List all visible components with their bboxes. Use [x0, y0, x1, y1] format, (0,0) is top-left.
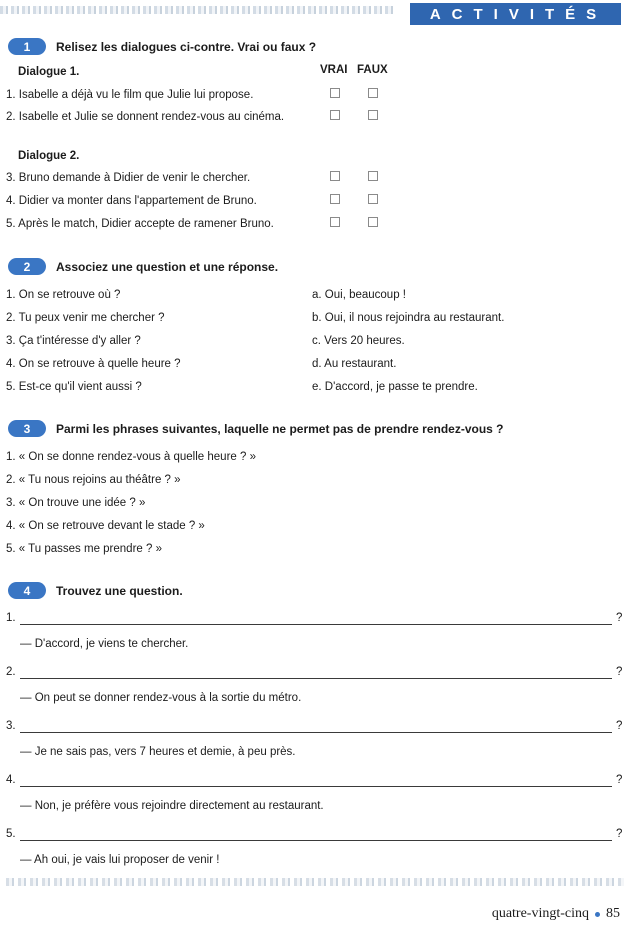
faux-column-header: FAUX	[357, 64, 388, 76]
section-4-title: Trouvez une question.	[56, 583, 183, 598]
s2-answer-text: Oui, beaucoup !	[324, 289, 406, 301]
s4-question-mark-2: ?	[616, 666, 623, 678]
vrai-column-header: VRAI	[320, 64, 348, 76]
s1-item-4: 4. Didier va monter dans l'appartement de Bruno.	[6, 195, 257, 207]
s1-item-4-vrai-checkbox[interactable]	[330, 194, 340, 204]
s2-answer-letter: a.	[312, 289, 322, 301]
s2-answer-letter: c.	[312, 335, 321, 347]
s3-item-2: 2. « Tu nous rejoins au théâtre ? »	[6, 474, 181, 486]
s1-item-2-vrai-checkbox[interactable]	[330, 110, 340, 120]
s1-item-1-faux-checkbox[interactable]	[368, 88, 378, 98]
s2-question-5: 5. Est-ce qu'il vient aussi ?	[6, 381, 142, 393]
s2-answer-text: D'accord, je passe te prendre.	[324, 381, 478, 393]
decorative-top-band	[0, 6, 395, 14]
s2-question-3: 3. Ça t'intéresse d'y aller ?	[6, 335, 141, 347]
section-2-header	[8, 258, 278, 275]
section-1-title: Relisez les dialogues ci-contre. Vrai ou faux ?	[56, 39, 317, 54]
s4-number-4: 4.	[6, 774, 16, 786]
s2-answer-text: Vers 20 heures.	[324, 335, 405, 347]
s4-number-3: 3.	[6, 720, 16, 732]
s2-answer-a	[312, 289, 406, 301]
s4-answer-line-4[interactable]	[20, 786, 612, 787]
page-number: 85	[606, 906, 620, 921]
s1-item-3: 3. Bruno demande à Didier de venir le chercher.	[6, 172, 251, 184]
s1-item-3-vrai-checkbox[interactable]	[330, 171, 340, 181]
s2-question-1: 1. On se retrouve où ?	[6, 289, 121, 301]
dialogue-1-label: Dialogue 1.	[18, 66, 80, 78]
s3-item-1: 1. « On se donne rendez-vous à quelle heure ? »	[6, 451, 256, 463]
section-3-title: Parmi les phrases suivantes, laquelle ne permet pas de prendre rendez-vous ?	[56, 421, 504, 436]
s1-item-1: 1. Isabelle a déjà vu le film que Julie lui propose.	[6, 89, 254, 101]
s2-answer-e	[312, 381, 478, 393]
s3-item-5: 5. « Tu passes me prendre ? »	[6, 543, 162, 555]
s1-item-1-vrai-checkbox[interactable]	[330, 88, 340, 98]
s2-answer-text: Au restaurant.	[324, 358, 397, 370]
s4-answer-2: — On peut se donner rendez-vous à la sortie du métro.	[20, 692, 302, 704]
section-2-title: Associez une question et une réponse.	[56, 259, 279, 274]
s1-item-5: 5. Après le match, Didier accepte de ramener Bruno.	[6, 218, 274, 230]
s1-item-5-vrai-checkbox[interactable]	[330, 217, 340, 227]
decorative-bottom-band	[6, 878, 624, 886]
page-footer	[492, 906, 620, 922]
s1-item-3-faux-checkbox[interactable]	[368, 171, 378, 181]
page-number-words: quatre-vingt-cinq	[491, 906, 589, 921]
s4-answer-line-3[interactable]	[20, 732, 612, 733]
s2-answer-d	[312, 358, 396, 370]
dialogue-2-label: Dialogue 2.	[18, 150, 80, 162]
section-4-header	[8, 582, 183, 599]
s4-answer-line-1[interactable]	[20, 624, 612, 625]
s2-question-2: 2. Tu peux venir me chercher ?	[6, 312, 165, 324]
s2-answer-b	[312, 312, 504, 324]
section-2-badge: 2	[8, 258, 46, 275]
s1-item-2: 2. Isabelle et Julie se donnent rendez-vous au cinéma.	[6, 111, 285, 123]
s4-number-5: 5.	[6, 828, 16, 840]
s2-question-4: 4. On se retrouve à quelle heure ?	[6, 358, 181, 370]
s4-number-1: 1.	[6, 612, 16, 624]
activites-banner: ACTIVITÉS	[410, 3, 621, 25]
section-4-badge: 4	[8, 582, 46, 599]
s4-answer-1: — D'accord, je viens te chercher.	[20, 638, 189, 650]
s2-answer-letter: b.	[312, 312, 322, 324]
s1-item-5-faux-checkbox[interactable]	[368, 217, 378, 227]
s4-question-mark-4: ?	[616, 774, 623, 786]
s2-answer-letter: e.	[312, 381, 322, 393]
s3-item-3: 3. « On trouve une idée ? »	[6, 497, 146, 509]
s3-item-4: 4. « On se retrouve devant le stade ? »	[6, 520, 205, 532]
section-1-badge: 1	[8, 38, 46, 55]
s4-answer-4: — Non, je préfère vous rejoindre directement au restaurant.	[20, 800, 324, 812]
section-1-header	[8, 38, 316, 55]
s4-number-2: 2.	[6, 666, 16, 678]
s4-question-mark-3: ?	[616, 720, 623, 732]
section-3-header	[8, 420, 504, 437]
s4-question-mark-5: ?	[616, 828, 623, 840]
s4-answer-line-5[interactable]	[20, 840, 612, 841]
s4-question-mark-1: ?	[616, 612, 623, 624]
s2-answer-c	[312, 335, 405, 347]
s1-item-2-faux-checkbox[interactable]	[368, 110, 378, 120]
s2-answer-text: Oui, il nous rejoindra au restaurant.	[324, 312, 505, 324]
s1-item-4-faux-checkbox[interactable]	[368, 194, 378, 204]
section-3-badge: 3	[8, 420, 46, 437]
s2-answer-letter: d.	[312, 358, 322, 370]
s4-answer-3: — Je ne sais pas, vers 7 heures et demie, à peu près.	[20, 746, 296, 758]
bullet-dot-icon	[595, 912, 600, 917]
s4-answer-5: — Ah oui, je vais lui proposer de venir !	[20, 854, 220, 866]
s4-answer-line-2[interactable]	[20, 678, 612, 679]
